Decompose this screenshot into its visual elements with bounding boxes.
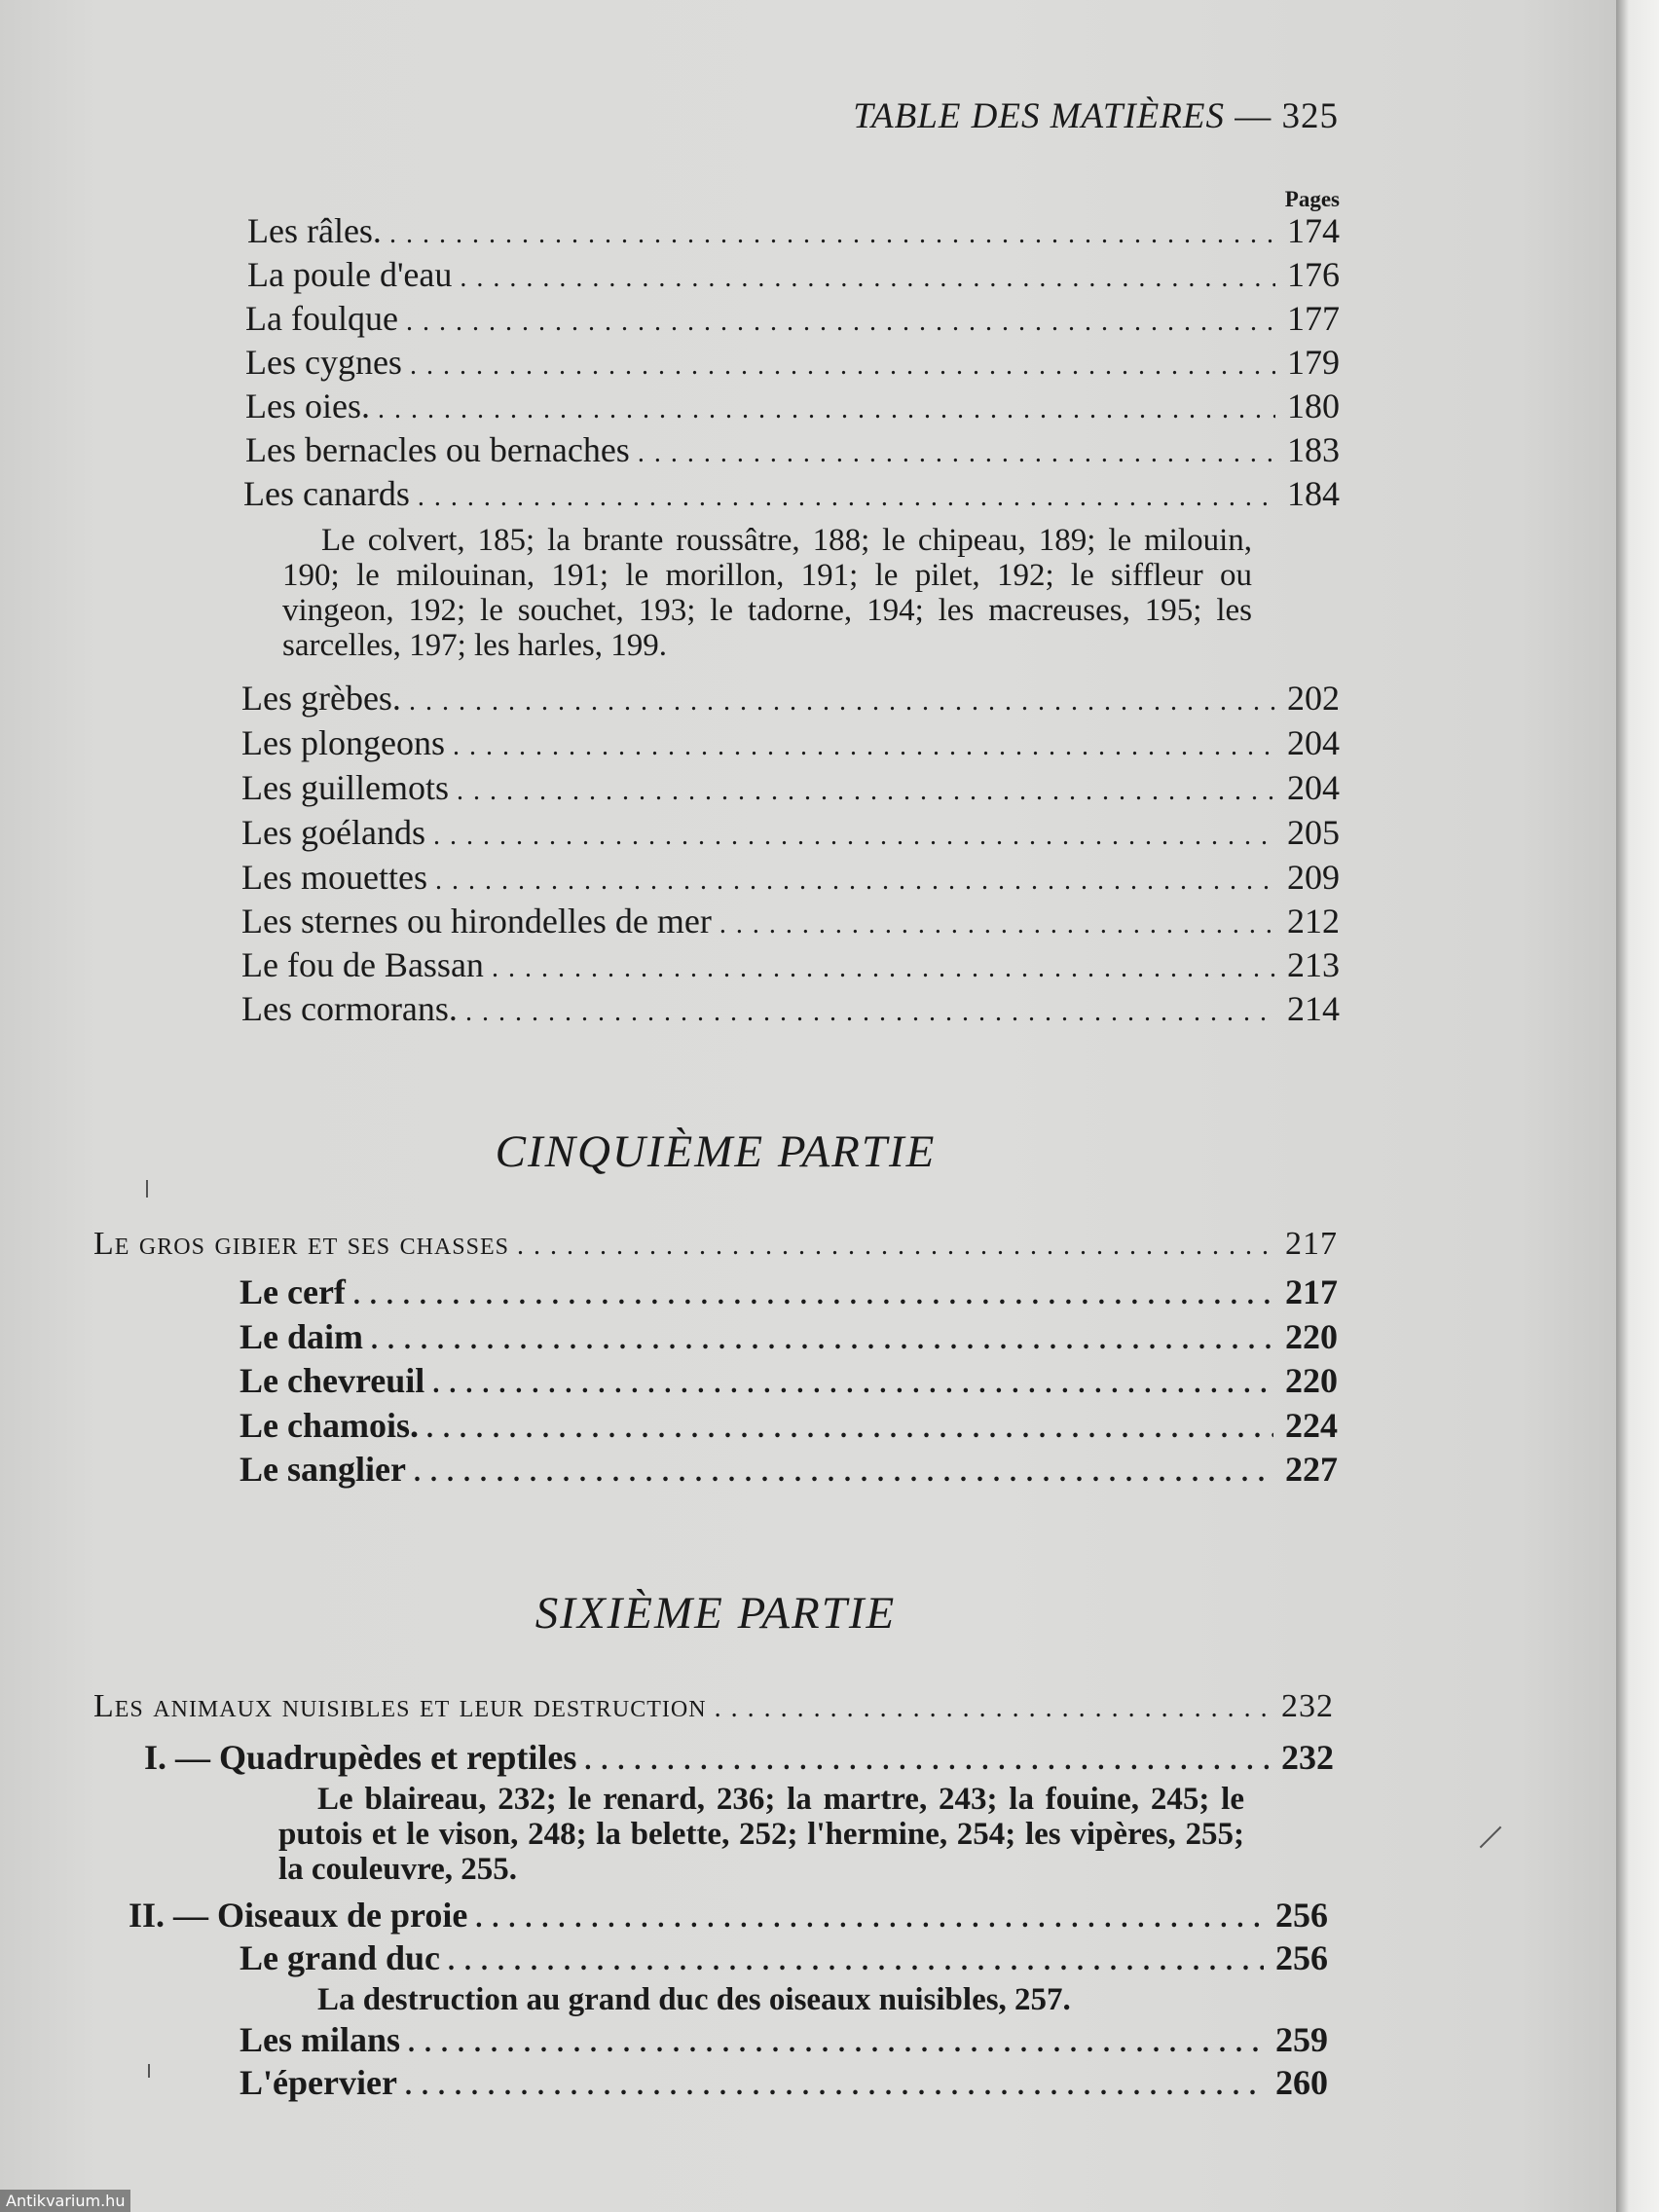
dot-leader (433, 814, 1275, 859)
entry-label: Le chamois. (240, 1406, 419, 1445)
entry-label: Les milans (240, 2020, 401, 2059)
dot-leader (448, 1939, 1264, 1984)
entry-page: 176 (1287, 255, 1340, 294)
toc-entry (241, 810, 1340, 855)
entry-page: 202 (1287, 679, 1340, 718)
entry-label: La foulque (245, 299, 398, 338)
toc-entry (241, 676, 1340, 720)
toc-entry (240, 1403, 1338, 1448)
toc-entry (247, 208, 1340, 253)
entry-label: Les oies. (245, 387, 370, 425)
toc-entry (240, 1270, 1338, 1314)
section1-subentries: Le blaireau, 232; le renard, 236; la martre, 243; la fouine, 245; le putois et le vison, 248; la belette, 252; l'hermine, 254; les vipères, 255; la couleuvre, 255. (278, 1782, 1244, 1887)
toc-entry (241, 986, 1340, 1031)
dot-leader (457, 769, 1275, 814)
entry-page: 256 (1275, 1938, 1328, 1977)
dot-leader (414, 1451, 1273, 1495)
dot-leader (426, 1407, 1273, 1452)
toc-entry (240, 2017, 1328, 2062)
dot-leader (405, 2064, 1264, 2109)
toc-entry (241, 942, 1340, 987)
entry-label: Le daim (240, 1317, 364, 1356)
entry-page: 183 (1287, 430, 1340, 469)
dot-leader (715, 1686, 1270, 1731)
dot-leader (406, 300, 1275, 345)
entry-label: Les râles. (247, 211, 382, 250)
entry-page: 224 (1285, 1406, 1338, 1445)
entry-page: 232 (1281, 1738, 1334, 1777)
entry-page: 217 (1285, 1272, 1338, 1311)
dot-leader (465, 990, 1275, 1035)
part-heading-5: CINQUIÈME PARTIE (495, 1126, 937, 1177)
part-heading-6: SIXIÈME PARTIE (535, 1588, 897, 1639)
dot-leader (410, 344, 1275, 388)
entry-page: 214 (1287, 989, 1340, 1028)
entry-label: I. — Quadrupèdes et reptiles (144, 1738, 577, 1777)
toc-entry (245, 296, 1340, 341)
entry-label: Le gros gibier et ses chasses (93, 1226, 509, 1262)
toc-section-entry (144, 1735, 1334, 1780)
dot-leader (435, 859, 1275, 903)
toc-entry (240, 1936, 1328, 1980)
toc-entry (243, 471, 1340, 516)
dot-leader (517, 1224, 1273, 1269)
entry-label: Les grèbes. (241, 679, 401, 718)
entry-label: Les cormorans. (241, 989, 458, 1028)
entry-page: 220 (1285, 1317, 1338, 1356)
toc-entry (240, 1447, 1338, 1492)
header-page-number: 325 (1281, 96, 1339, 136)
grand-duc-subentry: La destruction au grand duc des oiseaux nuisibles, 257. (317, 1982, 1071, 2017)
dot-leader (492, 946, 1275, 991)
entry-label: Les bernacles ou bernaches (245, 430, 630, 469)
entry-label: Le grand duc (240, 1938, 441, 1977)
entry-label: Les plongeons (241, 723, 445, 762)
entry-page: 213 (1287, 945, 1340, 984)
dot-leader (460, 256, 1275, 301)
entry-page: 177 (1287, 299, 1340, 338)
entry-label: La poule d'eau (247, 255, 453, 294)
entry-page: 220 (1285, 1361, 1338, 1400)
dot-leader (409, 680, 1275, 724)
toc-main-entry (93, 1222, 1338, 1267)
entry-page: 217 (1285, 1226, 1338, 1262)
entry-page: 209 (1287, 858, 1340, 897)
toc-main-entry (93, 1684, 1334, 1729)
toc-entry (241, 765, 1340, 810)
entry-label: Les canards (243, 474, 410, 513)
entry-page: 184 (1287, 474, 1340, 513)
dot-leader (418, 475, 1275, 520)
entry-page: 260 (1275, 2063, 1328, 2102)
entry-label: Le fou de Bassan (241, 945, 484, 984)
dot-leader (371, 1318, 1273, 1363)
running-head (759, 95, 1339, 137)
header-separator: — (1235, 96, 1272, 136)
entry-page: 174 (1287, 211, 1340, 250)
watermark: Antikvarium.hu (0, 2190, 130, 2212)
toc-entry (241, 720, 1340, 765)
entry-label: Les animaux nuisibles et leur destruction (93, 1688, 707, 1724)
toc-entry (240, 1314, 1338, 1359)
paper-speck (146, 1180, 148, 1198)
entry-page: 205 (1287, 813, 1340, 852)
entry-page: 259 (1275, 2020, 1328, 2059)
dot-leader (389, 212, 1275, 257)
entry-page: 227 (1285, 1450, 1338, 1489)
toc-entry (245, 340, 1340, 385)
dot-leader (353, 1273, 1273, 1318)
dot-leader (453, 724, 1275, 769)
dot-leader (638, 431, 1275, 476)
entry-label: II. — Oiseaux de proie (129, 1896, 468, 1935)
toc-entry (241, 855, 1340, 900)
entry-label: Le chevreuil (240, 1361, 425, 1400)
toc-entry (241, 899, 1340, 943)
entry-page: 232 (1281, 1688, 1334, 1724)
toc-section-entry (129, 1893, 1328, 1937)
pages-column-label: Pages (1284, 187, 1340, 211)
entry-label: Le cerf (240, 1272, 346, 1311)
entry-label: Les goélands (241, 813, 425, 852)
dot-leader (719, 903, 1275, 947)
entry-label: Les cygnes (245, 343, 402, 382)
dot-leader (432, 1362, 1273, 1407)
dot-leader (584, 1739, 1270, 1784)
entry-label: Les mouettes (241, 858, 427, 897)
entry-label: Le sanglier (240, 1450, 406, 1489)
entry-label: Les guillemots (241, 768, 449, 807)
canards-subentries: Le colvert, 185; la brante roussâtre, 188; le chipeau, 189; le milouin, 190; le milouinan, 191; le morillon, 191; le pilet, 192; le siffleur ou vingeon, 192; le souchet, 193; le tadorne, 194; les macreuses, 195; les sarcelles, 197; les harles, 199. (282, 523, 1252, 663)
toc-entry (240, 2060, 1328, 2105)
entry-page: 204 (1287, 768, 1340, 807)
toc-entry (245, 427, 1340, 472)
entry-page: 204 (1287, 723, 1340, 762)
header-title: TABLE DES MATIÈRES (853, 96, 1225, 136)
toc-entry (245, 384, 1340, 428)
entry-page: 256 (1275, 1896, 1328, 1935)
toc-entry (247, 252, 1340, 297)
toc-entry (240, 1358, 1338, 1403)
entry-label: L'épervier (240, 2063, 397, 2102)
entry-page: 180 (1287, 387, 1340, 425)
dot-leader (378, 387, 1275, 432)
entry-label: Les sternes ou hirondelles de mer (241, 902, 712, 940)
entry-page: 212 (1287, 902, 1340, 940)
page-edge (1616, 0, 1659, 2212)
entry-page: 179 (1287, 343, 1340, 382)
paper-speck (148, 2064, 150, 2078)
